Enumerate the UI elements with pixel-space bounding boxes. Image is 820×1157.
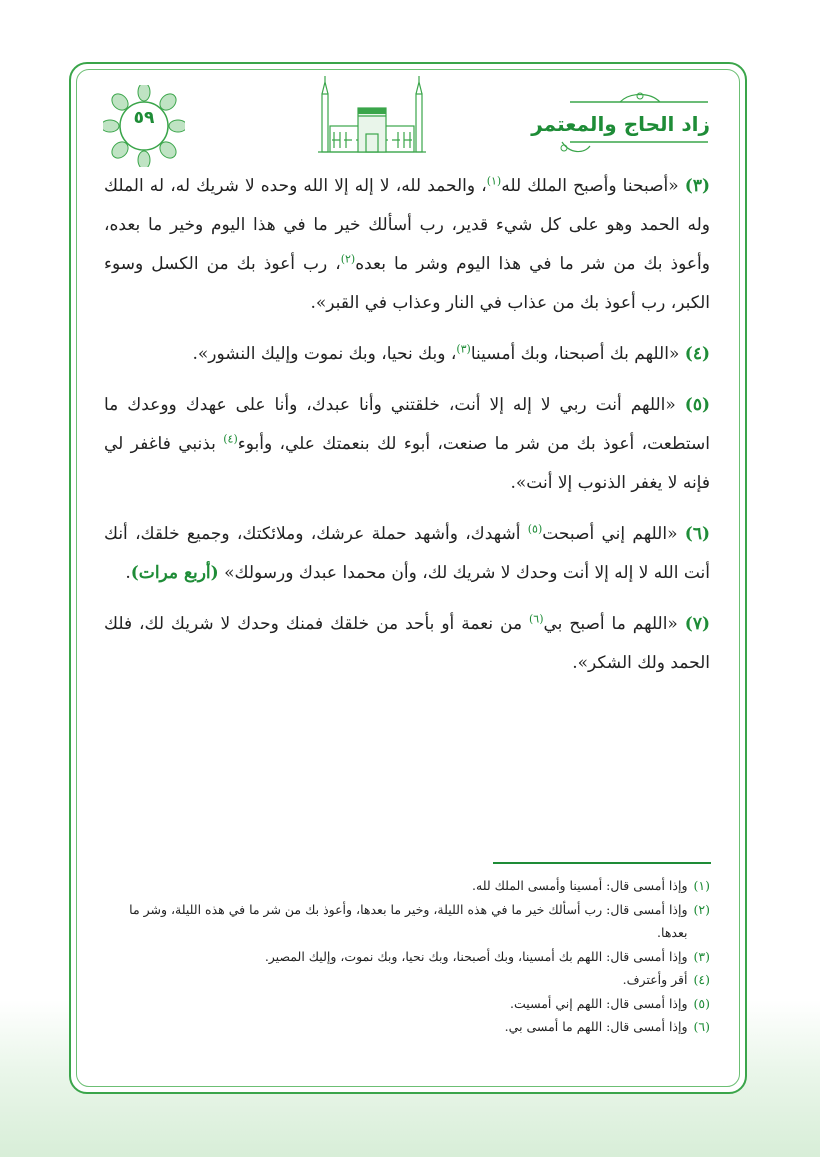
paragraph xyxy=(104,386,710,503)
footnote-item xyxy=(104,945,710,969)
footnote-text: وإذا أمسى قال: رب أسألك خير ما في هذه الليلة، وخير ما بعدها، وأعوذ بك من شر ما في هذه الليلة، وشر ما بعدها. xyxy=(129,901,688,940)
footnote-number: (٤) xyxy=(693,972,710,987)
paragraph xyxy=(104,335,710,374)
footnote-item xyxy=(104,968,710,992)
footnote-item xyxy=(104,1015,710,1039)
paragraph-text: «اللهم إني أصبحت xyxy=(542,524,685,544)
footnote-item xyxy=(104,874,710,898)
main-text xyxy=(104,167,710,695)
paragraph xyxy=(104,515,710,593)
paragraph xyxy=(104,167,710,323)
paragraph-text: «اللهم ما أصبح بي xyxy=(543,614,685,634)
paragraph-text: ، وبك نحيا، وبك نموت وإليك النشور». xyxy=(192,344,457,364)
footnote-number: (٦) xyxy=(693,1019,710,1034)
paragraph xyxy=(104,605,710,683)
book-title: زاد الحاج والمعتمر xyxy=(531,112,710,136)
footnote-text: وإذا أمسى قال: اللهم إني أمسيت. xyxy=(510,995,688,1011)
footnote-reference: (٣) xyxy=(456,342,471,356)
mosque-emblem-icon xyxy=(312,74,432,154)
paragraph-text: أشهدك، وأشهد حملة عرشك، وملائكتك، وجميع خلقك، أنك أنت الله لا إله إلا أنت وحدك لا شريك لك، وأن محمدا عبدك ورسولك» xyxy=(104,524,710,583)
paragraph-number: (٣) xyxy=(684,176,711,196)
footnote-reference: (٦) xyxy=(529,612,544,626)
paragraph-text: من نعمة أو بأحد من خلقك فمنك وحدك لا شريك لك، فلك الحمد ولك الشكر». xyxy=(104,614,710,673)
highlighted-text: (أربع مرات) xyxy=(130,563,219,583)
footnote-text: أقر وأعترف. xyxy=(622,972,688,987)
footnote-reference: (٥) xyxy=(527,522,543,536)
footnote-item xyxy=(104,898,710,945)
footnote-number: (١) xyxy=(693,878,710,893)
paragraph-number: (٧) xyxy=(684,614,711,634)
paragraph-text: «اللهم بك أصبحنا، وبك أمسينا xyxy=(470,344,685,364)
paragraph-number: (٤) xyxy=(684,344,710,364)
paragraph-text: بذنبي فاغفر لي فإنه لا يغفر الذنوب إلا أنت». xyxy=(104,434,710,493)
footnote-reference: (٢) xyxy=(340,252,356,266)
paragraph-text: . xyxy=(125,563,131,583)
footnote-text: وإذا أمسى قال: أمسينا وأمسى الملك لله. xyxy=(472,878,688,893)
paragraph-text: ، والحمد لله، لا إله إلا الله وحده لا شريك له، له الملك وله الحمد وهو على كل شيء قدير، رب أسألك خير ما في هذا اليوم وخير ما بعده، وأعوذ بك من شر ما في هذا اليوم وشر ما بعده xyxy=(104,176,710,274)
footnote-divider xyxy=(493,862,711,864)
footnote-number: (٥) xyxy=(693,995,710,1011)
footnotes xyxy=(104,874,710,1039)
page-number: ٥٩ xyxy=(133,108,155,128)
footnote-number: (٢) xyxy=(693,901,710,917)
paragraph-text: «أصبحنا وأصبح الملك لله xyxy=(501,176,685,196)
paragraph-number: (٦) xyxy=(684,524,710,544)
paragraph-text: ، رب أعوذ بك من الكسل وسوء الكبر، رب أعوذ بك من عذاب في النار وعذاب في القبر». xyxy=(104,254,710,313)
footnote-text: وإذا أمسى قال: اللهم بك أمسينا، وبك أصبحنا، وبك نحيا، وبك نموت، وإليك المصير. xyxy=(264,948,688,964)
footnote-reference: (٤) xyxy=(223,432,238,446)
footnote-item xyxy=(104,992,710,1016)
footnote-number: (٣) xyxy=(693,948,710,964)
paragraph-text: «اللهم أنت ربي لا إله إلا أنت، خلقتني وأنا عبدك، وأنا على عهدك ووعدك ما استطعت، أعوذ بك من شر ما صنعت، أبوء لك بنعمتك علي، وأبوء xyxy=(104,395,711,454)
paragraph-number: (٥) xyxy=(684,395,710,415)
footnote-reference: (١) xyxy=(486,174,502,188)
footnote-text: وإذا أمسى قال: اللهم ما أمسى بي. xyxy=(504,1019,688,1034)
